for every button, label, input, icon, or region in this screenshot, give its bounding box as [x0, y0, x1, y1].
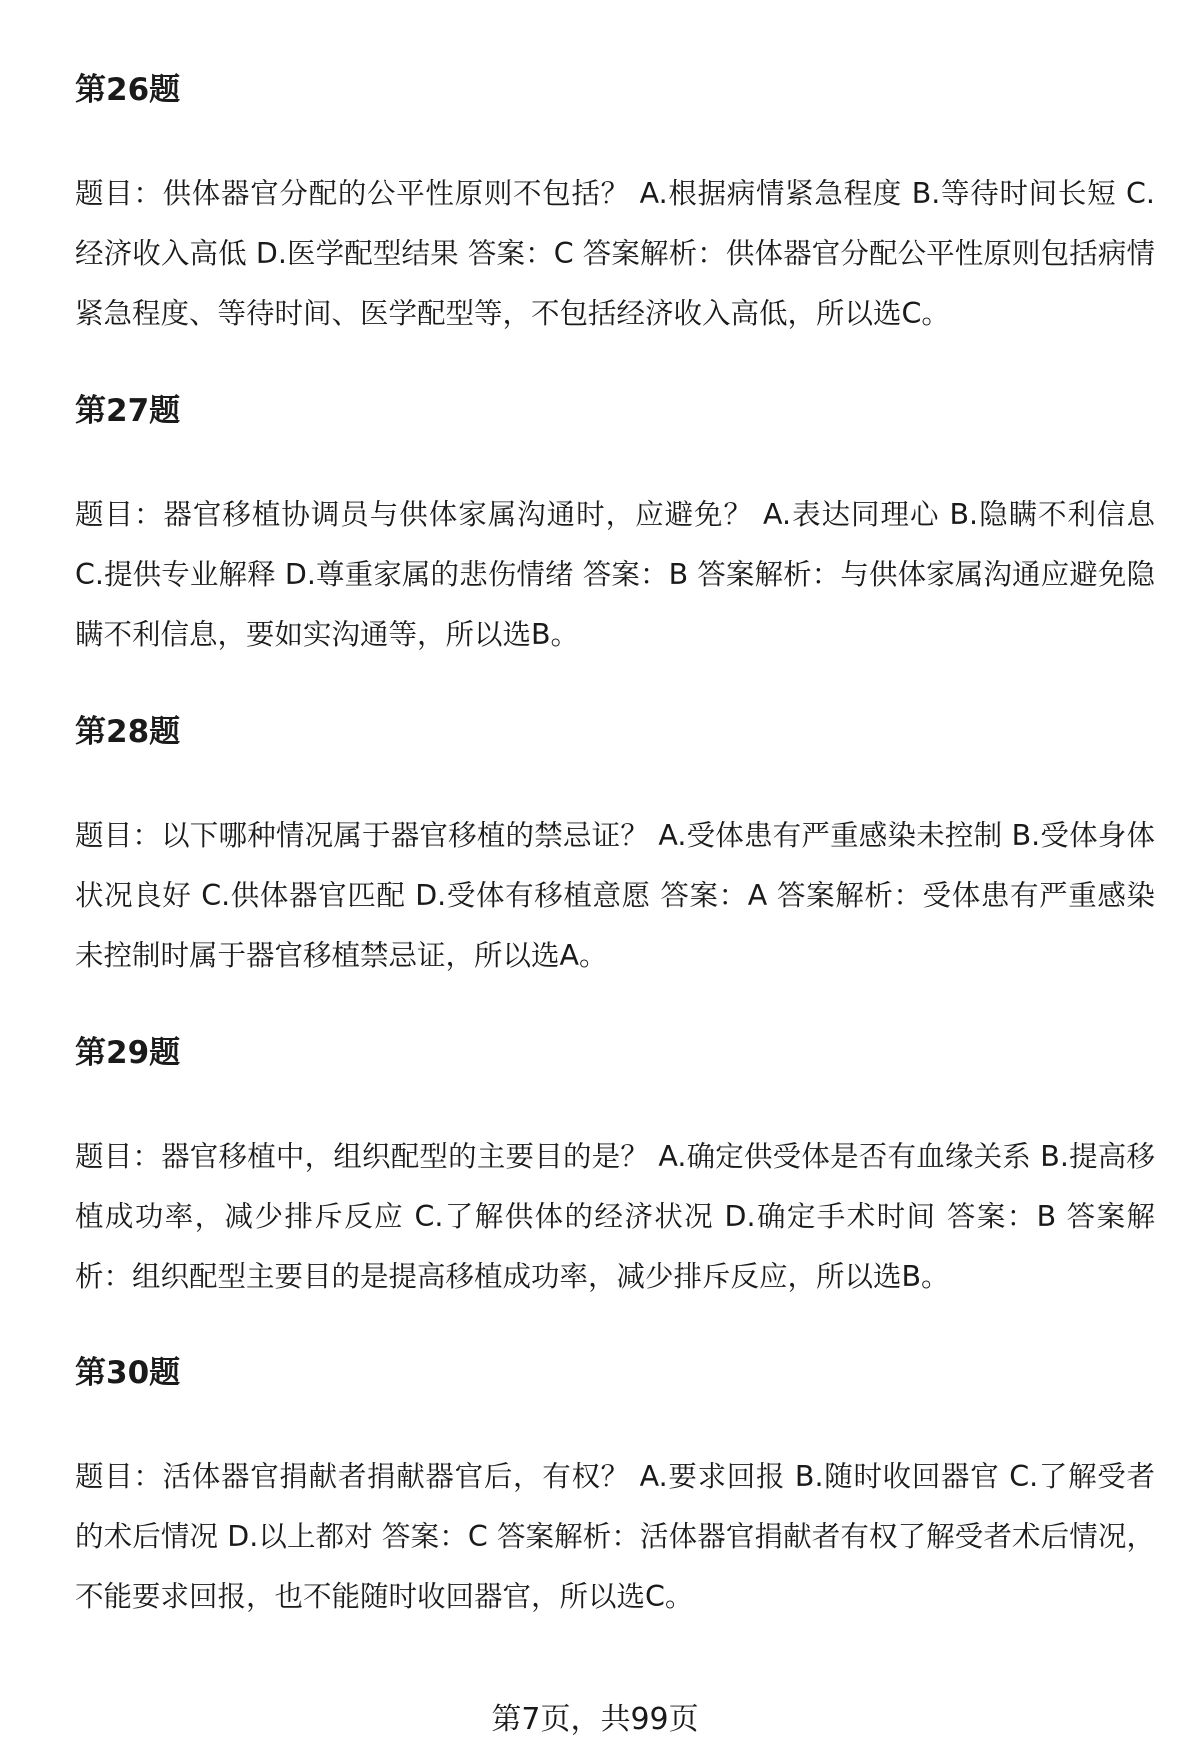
- question-heading: 第26题: [75, 72, 181, 108]
- question-heading: 第27题: [75, 393, 181, 429]
- question-29: [75, 1033, 1155, 1293]
- question-body: 题目：以下哪种情况属于器官移植的禁忌证？ A.受体患有严重感染未控制 B.受体身体状况良好 C.供体器官匹配 D.受体有移植意愿 答案：A 答案解析：受体患有严重感染未控制时属于器官移植禁忌证，所以选A。: [75, 819, 1155, 972]
- page-number: 第7页，共99页: [491, 1702, 699, 1737]
- question-heading: 第28题: [75, 714, 181, 750]
- question-heading: 第29题: [75, 1035, 181, 1071]
- question-body: 题目：器官移植中，组织配型的主要目的是？ A.确定供受体是否有血缘关系 B.提高移植成功率，减少排斥反应 C.了解供体的经济状况 D.确定手术时间 答案：B 答案解析：组织配型主要目的是提高移植成功率，减少排斥反应，所以选B。: [75, 1140, 1155, 1293]
- question-heading: 第30题: [75, 1355, 181, 1391]
- question-27: [75, 391, 1155, 651]
- question-body: 题目：器官移植协调员与供体家属沟通时，应避免？ A.表达同理心 B.隐瞒不利信息 C.提供专业解释 D.尊重家属的悲伤情绪 答案：B 答案解析：与供体家属沟通应避免隐瞒不利信息，要如实沟通等，所以选B。: [75, 498, 1155, 651]
- question-28: [75, 712, 1155, 972]
- question-body: 题目：供体器官分配的公平性原则不包括？ A.根据病情紧急程度 B.等待时间长短 C.经济收入高低 D.医学配型结果 答案：C 答案解析：供体器官分配公平性原则包括病情紧急程度、等待时间、医学配型等，不包括经济收入高低，所以选C。: [75, 177, 1155, 330]
- question-26: [75, 70, 1155, 330]
- question-30: [75, 1353, 1155, 1613]
- question-body: 题目：活体器官捐献者捐献器官后，有权？ A.要求回报 B.随时收回器官 C.了解受者的术后情况 D.以上都对 答案：C 答案解析：活体器官捐献者有权了解受者术后情况，不能要求回报，也不能随时收回器官，所以选C。: [75, 1460, 1155, 1613]
